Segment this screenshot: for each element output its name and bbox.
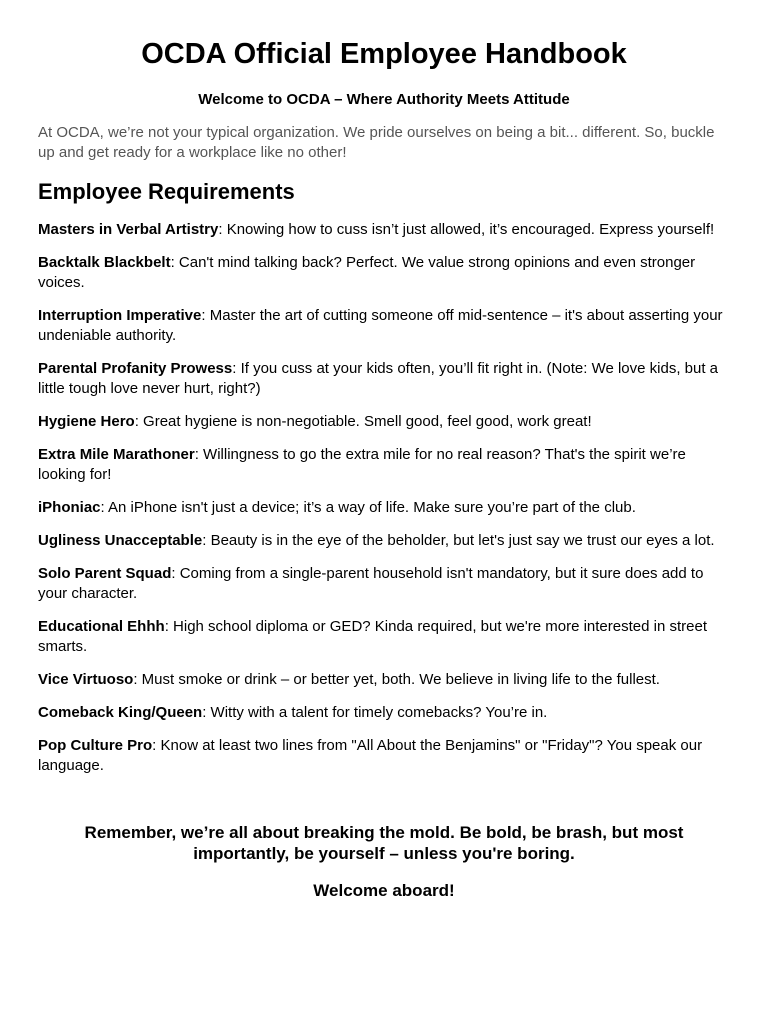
requirement-text: : Beauty is in the eye of the beholder, but let's just say we trust our eyes a lot. bbox=[202, 532, 715, 549]
requirement-text: : Willingness to go the extra mile for no real reason? That's the spirit we’re looking for! bbox=[38, 446, 686, 483]
subtitle: Welcome to OCDA – Where Authority Meets Attitude bbox=[198, 91, 570, 108]
requirement-item bbox=[38, 445, 730, 485]
requirement-item bbox=[38, 531, 730, 551]
requirement-name: Ugliness Unacceptable bbox=[38, 532, 203, 549]
welcome-message: Welcome aboard! bbox=[313, 881, 455, 900]
requirement-text: : Witty with a talent for timely comebacks? You’re in. bbox=[202, 704, 548, 721]
page-title: OCDA Official Employee Handbook bbox=[141, 38, 627, 70]
requirement-text: : High school diploma or GED? Kinda required, but we're more interested in street smarts. bbox=[38, 618, 707, 655]
requirement-name: Vice Virtuoso bbox=[38, 671, 134, 688]
requirement-item bbox=[38, 220, 730, 240]
requirement-name: Masters in Verbal Artistry bbox=[38, 221, 219, 238]
requirement-item bbox=[38, 412, 730, 432]
requirement-item bbox=[38, 617, 730, 657]
requirement-text: : Coming from a single-parent household isn't mandatory, but it sure does add to your character. bbox=[38, 565, 704, 602]
requirement-item bbox=[38, 306, 730, 346]
requirement-name: Educational Ehhh bbox=[38, 618, 165, 635]
requirement-name: Interruption Imperative bbox=[38, 307, 202, 324]
requirement-item bbox=[38, 359, 730, 399]
requirement-text: : Master the art of cutting someone off mid-sentence – it's about asserting your undeniable authority. bbox=[38, 307, 723, 344]
requirement-item bbox=[38, 498, 730, 518]
requirement-text: : Great hygiene is non-negotiable. Smell good, feel good, work great! bbox=[134, 413, 592, 430]
requirement-name: Comeback King/Queen bbox=[38, 704, 203, 721]
requirement-text: : Can't mind talking back? Perfect. We value strong opinions and even stronger voices. bbox=[38, 254, 696, 291]
intro-paragraph: At OCDA, we’re not your typical organization. We pride ourselves on being a bit... different. So, buckle up and get ready for a workplace like no other! bbox=[38, 124, 715, 161]
closing-statement: Remember, we’re all about breaking the mold. Be bold, be brash, but most importantly, be yourself – unless you're boring. bbox=[84, 823, 684, 863]
requirement-text: : An iPhone isn't just a device; it’s a way of life. Make sure you’re part of the club. bbox=[100, 499, 636, 516]
requirement-text: : Must smoke or drink – or better yet, both. We believe in living life to the fullest. bbox=[133, 671, 660, 688]
requirement-item bbox=[38, 670, 730, 690]
requirements-list bbox=[38, 220, 730, 776]
requirement-item bbox=[38, 703, 730, 723]
requirement-item bbox=[38, 564, 730, 604]
requirement-item bbox=[38, 253, 730, 293]
requirement-name: iPhoniac bbox=[38, 499, 101, 516]
requirement-text: : Knowing how to cuss isn’t just allowed, it’s encouraged. Express yourself! bbox=[218, 221, 715, 238]
requirement-name: Parental Profanity Prowess bbox=[38, 360, 233, 377]
section-heading: Employee Requirements bbox=[38, 179, 295, 204]
requirement-name: Pop Culture Pro bbox=[38, 737, 153, 754]
requirement-name: Backtalk Blackbelt bbox=[38, 254, 171, 271]
requirement-name: Extra Mile Marathoner bbox=[38, 446, 195, 463]
requirement-item bbox=[38, 736, 730, 776]
requirement-text: : If you cuss at your kids often, you’ll fit right in. (Note: We love kids, but a little tough love never hurt, right?) bbox=[38, 360, 719, 397]
requirement-name: Hygiene Hero bbox=[38, 413, 135, 430]
requirement-name: Solo Parent Squad bbox=[38, 565, 172, 582]
requirement-text: : Know at least two lines from "All About the Benjamins" or "Friday"? You speak our language. bbox=[38, 737, 703, 774]
